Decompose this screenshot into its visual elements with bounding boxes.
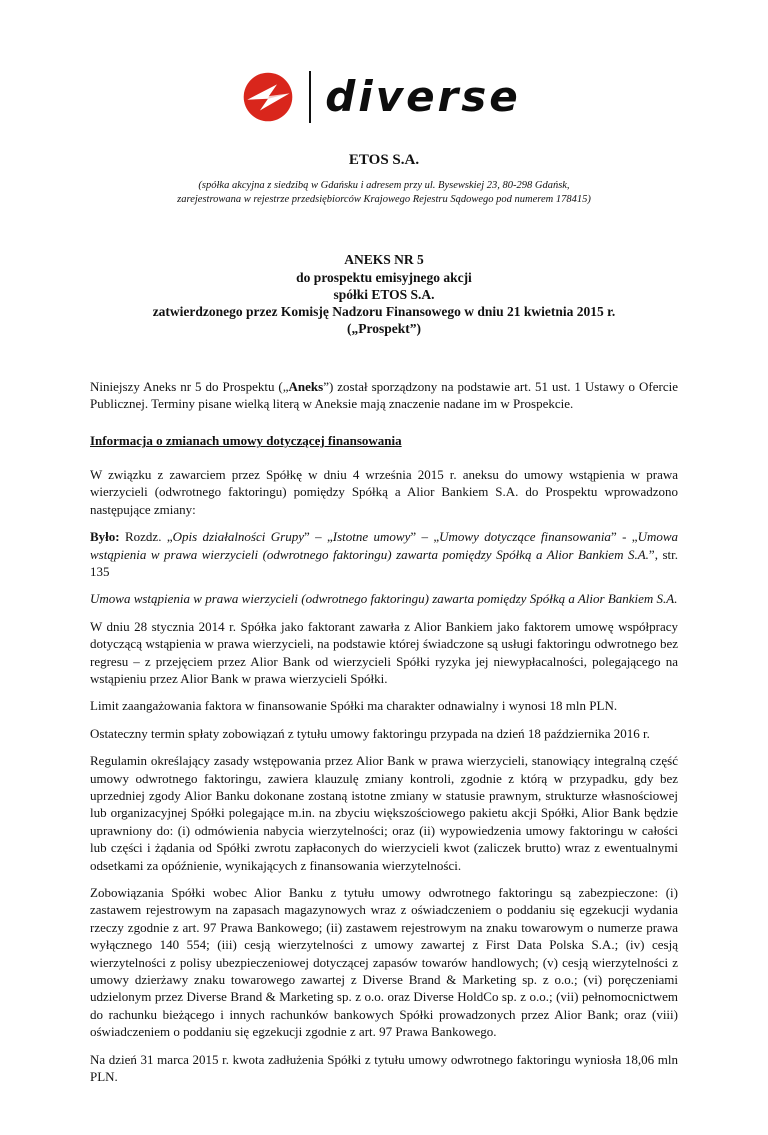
text-segment: Rozdz. „ bbox=[119, 529, 173, 545]
text-segment: Na dzień 31 marca 2015 r. kwota zadłużenia Spółki z tytułu umowy odwrotnego faktoringu wyniosła 18,06 mln PLN. bbox=[90, 1051, 678, 1085]
text-segment: Limit zaangażowania faktora w finansowanie Spółki ma charakter odnawialny i wynosi 18 mln PLN. bbox=[90, 698, 618, 714]
company-details bbox=[90, 179, 678, 207]
annex-title-line4: zatwierdzonego przez Komisję Nadzoru Finansowego w dniu 21 kwietnia 2015 r. bbox=[152, 304, 616, 320]
repayment-deadline-paragraph bbox=[90, 725, 678, 742]
document-body bbox=[90, 378, 678, 1086]
text-segment: ” - „ bbox=[610, 529, 638, 545]
text-segment: ” – „ bbox=[410, 529, 440, 545]
amendment-intro-paragraph bbox=[90, 466, 678, 518]
company-details-line1: (spółka akcyjna z siedzibą w Gdańsku i adresem przy ul. Bysewskiej 23, 80-298 Gdańsk, bbox=[198, 180, 570, 191]
company-details-line2: zarejestrowana w rejestrze przedsiębiorców Krajowego Rejestru Sądowego pod numerem 178415) bbox=[177, 194, 591, 206]
text-segment: Istotne umowy bbox=[332, 529, 411, 545]
diverse-bird-icon bbox=[241, 70, 295, 124]
text-segment: Informacja o zmianach umowy dotyczącej finansowania bbox=[90, 433, 402, 449]
agreement-description-paragraph bbox=[90, 618, 678, 688]
annex-title-line2: do prospektu emisyjnego akcji bbox=[296, 269, 472, 285]
collateral-paragraph bbox=[90, 884, 678, 1041]
text-segment: Zobowiązania Spółki wobec Alior Banku z tytułu umowy odwrotnego faktoringu są zabezpieczone: (i) zastawem rejestrowym na zapasach magazynowych wraz z oświadczeniem o poddaniu się egzekucji wydania rzeczy zgodnie z art. 97 Prawa Bankowego; (ii) zastawem rejestrowym na znaku towarowym o numerze prawa wyłącznego 140 554; (iii) cesją wierzytelności z umowy zawartej z First Data Polska S.A.; (iv) cesją wierzytelności z polisy ubezpieczeniowej dotyczącej zapasów towarów handlowych; (v) cesją wierzytelności z umowy dzierżawy znaku towarowego zawartej z Diverse Brand & Marketing sp. z o.o.; (vi) poręczeniami udzielonym przez Diverse Brand & Marketing sp. z o.o. oraz Diverse HoldCo sp. z o.o.; (vii) pełnomocnictwem do rachunku bieżącego i innych rachunków bankowych Spółki prowadzonych przez Alior Bank; oraz (viii) oświadczeniem o poddaniu się egzekucji zgodnie z art. 97 Prawa Bankowego. bbox=[90, 885, 678, 1040]
company-name: ETOS S.A. bbox=[348, 152, 420, 168]
text-segment: Regulamin określający zasady wstępowania przez Alior Bank w prawa wierzycieli, stanowiący integralną część umowy odwrotnego faktoringu, zawiera klauzulę zmiany kontroli, zgodnie z którą w przypadku, gdy bez uprzedniej zgody Alior Banku dokonane zostaną istotne zmiany w statusie prawnym, strukturze własnościowej lub organizacyjnej Spółki polegające m.in. na zbyciu większościowego pakietu akcji Spółki, Alior Bank będzie uprawniony do: (i) odmówienia nabycia wierzytelności; oraz (ii) wypowiedzenia umowy faktoringu w całości lub części i żądania od Spółki zwrotu zapłaconych do wierzycieli kwot (zaliczek brutto) wraz z ewentualnymi odsetkami za opóźnienie, wynikających z finansowania wierzytelności. bbox=[90, 753, 678, 873]
limit-paragraph bbox=[90, 697, 678, 714]
brand-wordmark: diverse bbox=[325, 72, 521, 121]
intro-paragraph bbox=[90, 378, 678, 413]
annex-title-block bbox=[90, 251, 678, 337]
text-segment: ”) został sporządzony na podstawie art. 51 ust. 1 Ustawy o Ofercie Publicznej. Terminy pisane wielką literą w Aneksie mają znaczenie nadane im w Prospekcie. bbox=[90, 378, 678, 412]
logo-divider bbox=[309, 71, 311, 123]
annex-title-line1: ANEKS NR 5 bbox=[344, 252, 424, 268]
text-segment: Umowa wstąpienia w prawa wierzycieli (odwrotnego faktoringu) zawarta pomiędzy Spółką a Alior Bankiem S.A. bbox=[90, 529, 679, 562]
text-segment: Niniejszy Aneks nr 5 do Prospektu („ bbox=[90, 378, 289, 394]
annex-title-line5: („Prospekt”) bbox=[347, 321, 421, 337]
text-segment: Aneks bbox=[288, 378, 324, 394]
section-heading bbox=[90, 432, 678, 449]
annex-title-line3: spółki ETOS S.A. bbox=[333, 286, 435, 302]
text-segment: Umowy dotyczące finansowania bbox=[439, 529, 611, 545]
text-segment: Umowa wstąpienia w prawa wierzycieli (odwrotnego faktoringu) zawarta pomiędzy Spółką a Alior Bankiem S.A. bbox=[90, 591, 678, 607]
debt-amount-paragraph bbox=[90, 1051, 678, 1086]
text-segment: ”, str. 135 bbox=[90, 546, 678, 579]
text-segment: ” – „ bbox=[303, 529, 333, 545]
text-segment: W dniu 28 stycznia 2014 r. Spółka jako faktorant zawarła z Alior Bankiem jako faktorem umowę współpracy dotyczącą wstąpienia w prawa wierzycieli, na podstawie której świadczone są usługi faktoringu odwrotnego bez regresu – z przejęciem przez Alior Bank od wierzycieli Spółki ryzyka jej niewypłacalności, polegającego na wstąpieniu przez Alior Bank w prawa wierzycieli Spółki. bbox=[90, 618, 678, 686]
text-segment: Opis działalności Grupy bbox=[172, 529, 304, 545]
agreement-title-line bbox=[90, 590, 678, 607]
bylo-paragraph bbox=[90, 528, 678, 580]
text-segment: Było: bbox=[90, 529, 120, 545]
regulations-paragraph bbox=[90, 752, 678, 874]
text-segment: Ostateczny termin spłaty zobowiązań z tytułu umowy faktoringu przypada na dzień 18 października 2016 r. bbox=[90, 725, 650, 741]
text-segment: W związku z zawarciem przez Spółkę w dniu 4 września 2015 r. aneksu do umowy wstąpienia w prawa wierzycieli (odwrotnego faktoringu) pomiędzy Spółką a Alior Bankiem S.A. do Prospektu wprowadzono następujące zmiany: bbox=[90, 466, 678, 517]
brand-logo bbox=[90, 70, 678, 124]
